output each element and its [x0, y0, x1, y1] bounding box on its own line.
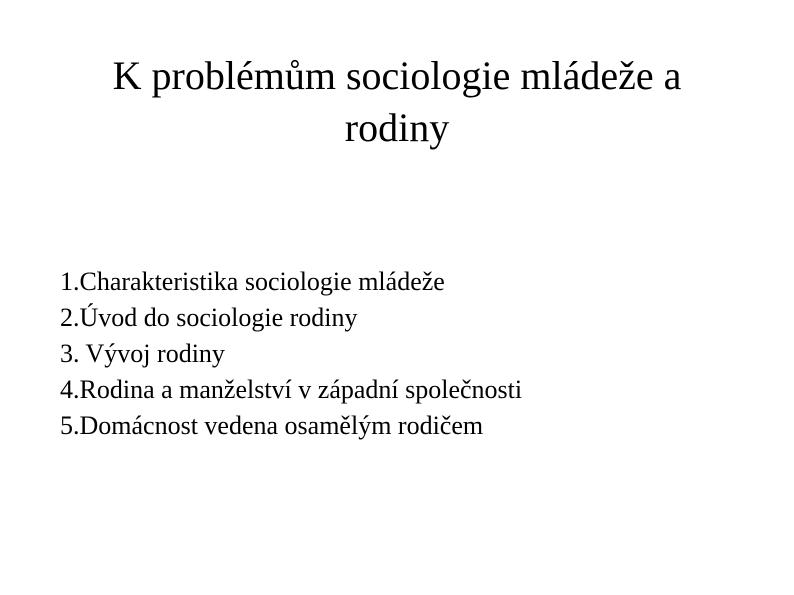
agenda-item-1: 1.Charakteristika sociologie mládeže: [60, 267, 445, 296]
agenda-item-2: 2.Úvod do sociologie rodiny: [60, 303, 358, 332]
agenda-list: [60, 264, 522, 444]
agenda-item-4: 4.Rodina a manželství v západní společnosti: [60, 375, 523, 404]
slide-title: [60, 50, 734, 154]
agenda-item-5: 5.Domácnost vedena osamělým rodičem: [60, 411, 484, 440]
slide-title-line-1: K problémům sociologie mládeže a: [112, 53, 682, 98]
agenda-item-3: 3. Vývoj rodiny: [60, 339, 225, 368]
slide-title-line-2: rodiny: [344, 105, 450, 150]
